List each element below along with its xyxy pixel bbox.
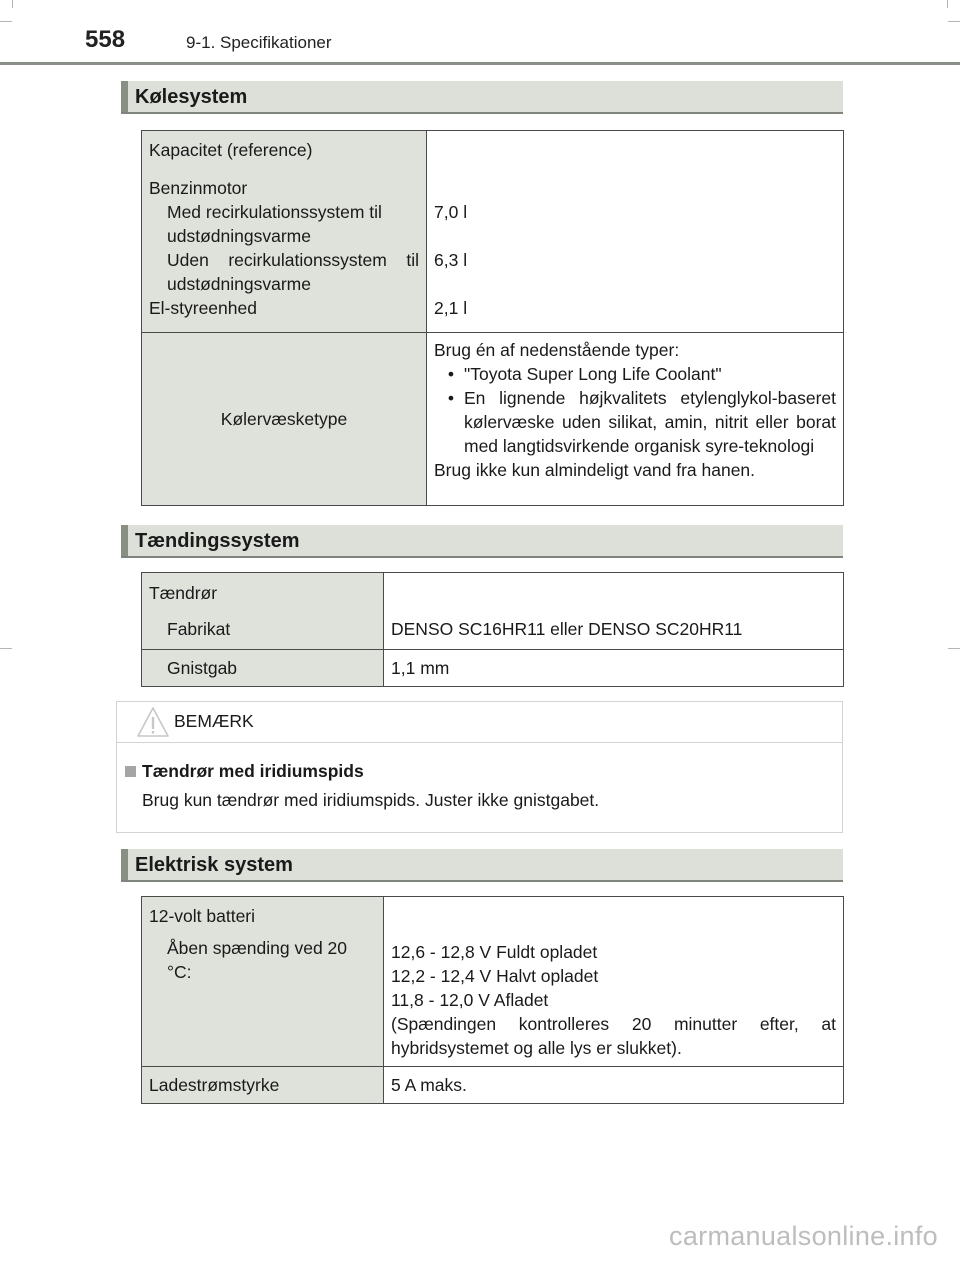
coolant-bullet: "Toyota Super Long Life Coolant" [464, 364, 722, 384]
warning-icon [137, 706, 169, 738]
crop-mark [948, 648, 960, 649]
gap-value: 1,1 mm [384, 650, 844, 687]
crop-mark [947, 0, 948, 8]
note-header [117, 702, 842, 743]
table-row [142, 573, 844, 650]
square-bullet-icon [125, 766, 136, 777]
ecu-value: 2,1 l [434, 298, 468, 318]
note-title-text: Tændrør med iridiumspids [142, 761, 364, 781]
watermark: carmanualsonline.info [669, 1221, 938, 1251]
note-title [125, 761, 364, 782]
with-recirc-value: 7,0 l [434, 202, 468, 222]
note-text: Brug kun tændrør med iridiumspids. Juster ikke gnistgabet. [142, 790, 600, 810]
note-label: BEMÆRK [174, 711, 254, 731]
with-recirc-label: Med recirkulationssystem til udstødningsvarme [167, 202, 382, 246]
make-label: Fabrikat [167, 619, 231, 639]
charge-value: 5 A maks. [384, 1067, 844, 1104]
capacity-value-cell [427, 131, 844, 333]
ecu-label: El-styreenhed [149, 298, 257, 318]
section-bar [121, 525, 128, 556]
section-ignition [121, 525, 843, 558]
plug-label: Tændrør [149, 583, 218, 603]
gap-label: Gnistgab [167, 658, 238, 678]
capacity-label: Kapacitet (reference) [149, 140, 313, 160]
section-title: Kølesystem [135, 86, 248, 108]
section-title: Tændingssystem [135, 530, 300, 552]
note-box [116, 701, 843, 833]
make-value-cell [384, 573, 844, 650]
section-bar [121, 849, 128, 880]
coolant-intro: Brug én af nedenstående typer: [434, 340, 680, 360]
petrol-label: Benzinmotor [149, 178, 248, 198]
header-rule [0, 62, 960, 65]
table-row [142, 333, 844, 506]
section-cooling [121, 81, 843, 114]
crop-mark [12, 0, 13, 8]
gap-label-cell [142, 650, 384, 687]
table-row [142, 897, 844, 1067]
without-recirc-label: Uden recirkulationssystem til udstødningsvarme [167, 250, 419, 294]
crop-mark [948, 21, 960, 22]
section-electrical [121, 849, 843, 882]
battery-value-cell [384, 897, 844, 1067]
cooling-table [141, 130, 844, 506]
coolant-bullet: En lignende højkvalitets etylenglykol-baseret kølervæske uden silikat, amin, nitrit eller borat med langtidsvirkende organisk syre-teknologi [464, 388, 836, 456]
list-item: • "Toyota Super Long Life Coolant" [434, 362, 836, 386]
battery-label: 12-volt batteri [149, 906, 256, 926]
table-row [142, 1067, 844, 1104]
section-title: Elektrisk system [135, 854, 293, 876]
section-bar [121, 81, 128, 112]
chapter-title: 9-1. Specifikationer [186, 33, 332, 52]
without-recirc-value: 6,3 l [434, 250, 468, 270]
make-value: DENSO SC16HR11 eller DENSO SC20HR11 [391, 619, 743, 639]
battery-label-cell [142, 897, 384, 1067]
crop-mark [0, 21, 12, 22]
table-row [142, 131, 844, 333]
charge-label: Ladestrømstyrke [142, 1067, 384, 1104]
voltage-value: 12,6 - 12,8 V Fuldt opladet [391, 942, 598, 962]
electrical-table [141, 896, 844, 1104]
table-row [142, 650, 844, 687]
list-item: • En lignende højkvalitets etylenglykol-baseret kølervæske uden silikat, amin, nitrit eller borat med langtidsvirkende organisk syre-teknologi [447, 388, 836, 456]
coolant-value-cell [427, 333, 844, 506]
coolant-outro: Brug ikke kun almindeligt vand fra hanen. [434, 460, 756, 480]
page-number: 558 [85, 26, 126, 53]
ignition-table [141, 572, 844, 687]
plug-label-cell [142, 573, 384, 650]
voltage-label: Åben spænding ved 20 °C: [167, 938, 347, 982]
voltage-value: 11,8 - 12,0 V Afladet [391, 990, 549, 1010]
coolant-label: Kølervæsketype [142, 333, 427, 506]
capacity-label-cell [142, 131, 427, 333]
voltage-value: 12,2 - 12,4 V Halvt opladet [391, 966, 599, 986]
crop-mark [0, 648, 12, 649]
voltage-note: (Spændingen kontrolleres 20 minutter efter, at hybridsystemet og alle lys er slukket). [391, 1014, 836, 1058]
